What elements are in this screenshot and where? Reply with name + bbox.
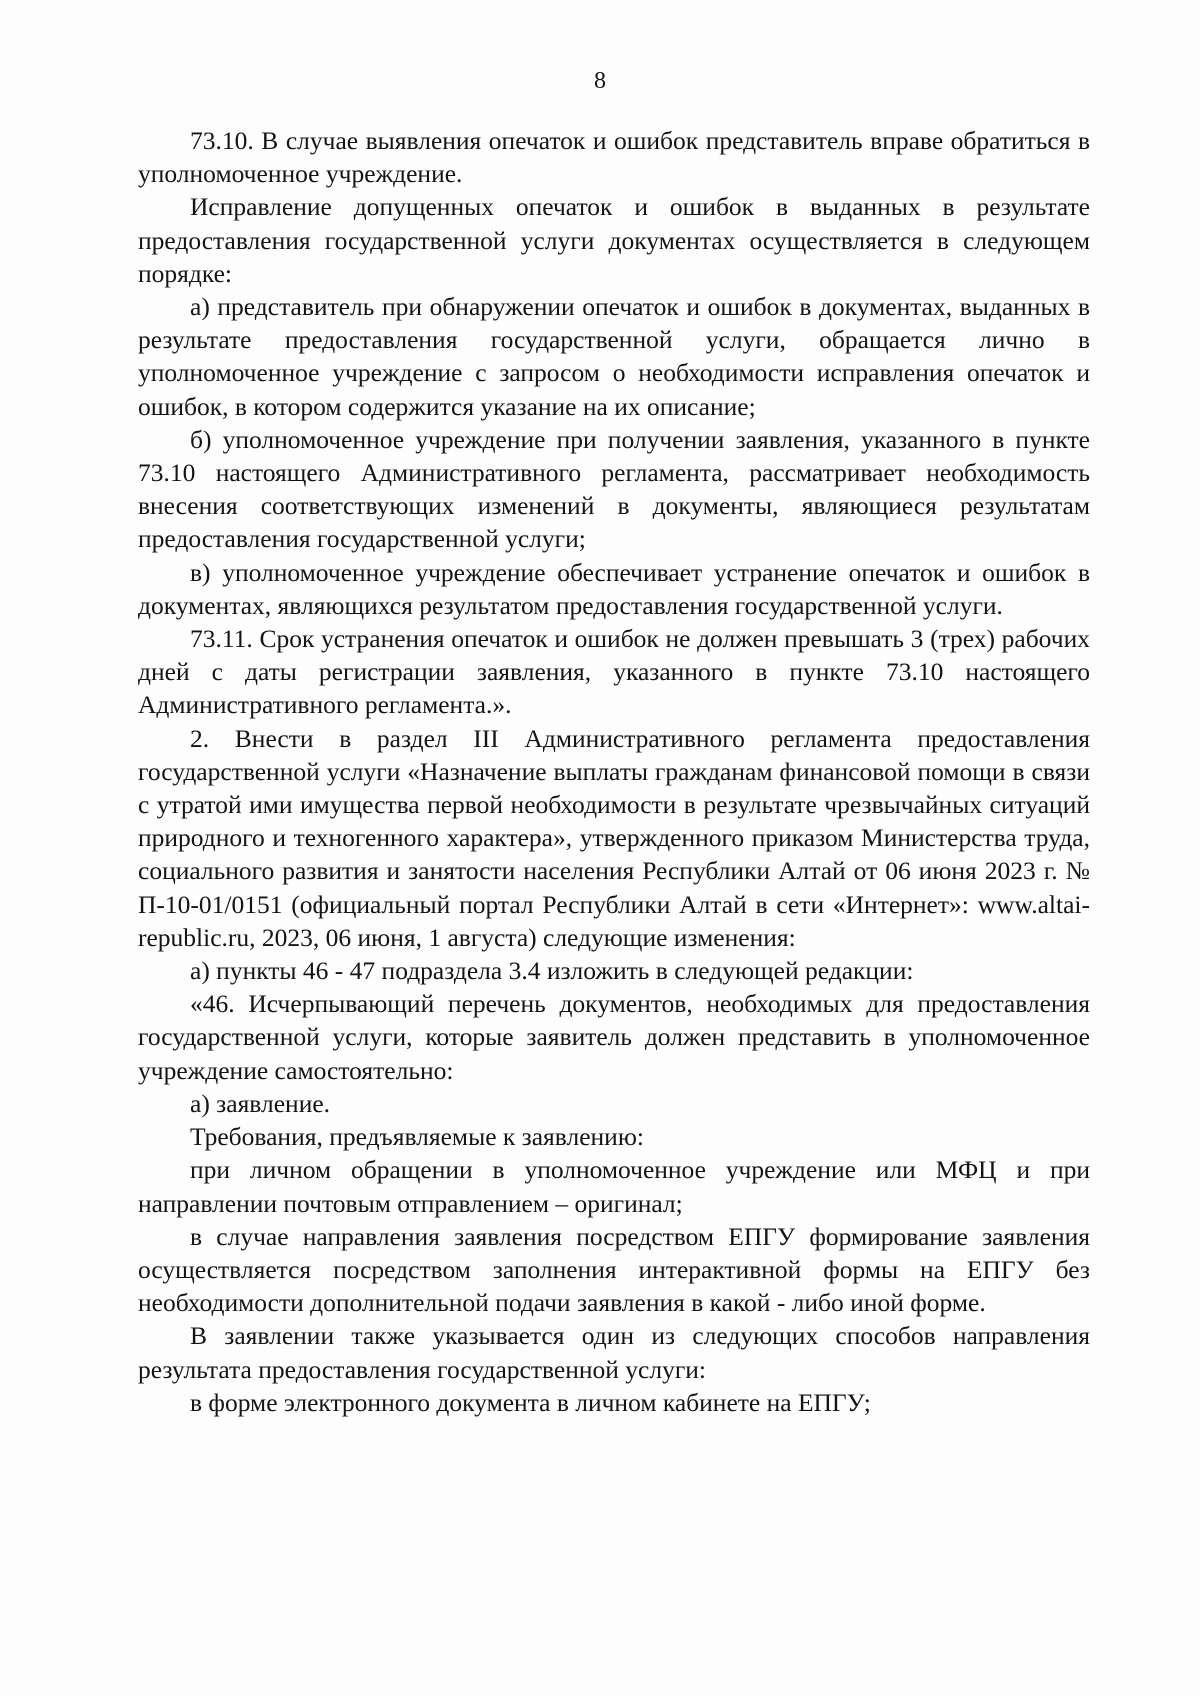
paragraph-application: а) заявление. <box>190 1088 331 1118</box>
paragraph-electronic-document: в форме электронного документа в личном кабинете на ЕПГУ; <box>190 1387 871 1417</box>
paragraph-result-method: В заявлении также указывается один из следующих способов направления результата предоставления государственной услуги: <box>138 1321 1090 1384</box>
document-body <box>138 124 1090 1419</box>
paragraph-item-v: в) уполномоченное учреждение обеспечивает устранение опечаток и ошибок в документах, являющихся результатом предоставления государственной услуги. <box>138 557 1090 620</box>
paragraph-personal-appeal: при личном обращении в уполномоченное учреждение или МФЦ и при направлении почтовым отправлением – оригинал; <box>138 1155 1090 1218</box>
paragraph-epgu-submission: в случае направления заявления посредством ЕПГУ формирование заявления осуществляется посредством заполнения интерактивной формы на ЕПГУ без необходимости дополнительной подачи заявления в какой - либо иной форме. <box>138 1221 1090 1318</box>
paragraph-correction-procedure: Исправление допущенных опечаток и ошибок в выданных в результате предоставления государственной услуги документах осуществляется в следующем порядке: <box>138 192 1090 288</box>
page-number: 8 <box>594 68 606 94</box>
paragraph-73-10: 73.10. В случае выявления опечаток и ошибок представитель вправе обратиться в уполномоченное учреждение. <box>138 126 1090 189</box>
paragraph-requirements: Требования, предъявляемые к заявлению: <box>190 1122 644 1152</box>
paragraph-item-b: б) уполномоченное учреждение при получении заявления, указанного в пункте 73.10 настоящего Административного регламента, рассматривает необходимость внесения соответствующих изменений в документы, являющиеся результатам предоставления государственной услуги; <box>138 424 1090 554</box>
paragraph-73-11: 73.11. Срок устранения опечаток и ошибок не должен превышать 3 (трех) рабочих дней с даты регистрации заявления, указанного в пункте 73.10 настоящего Административного регламента.». <box>138 624 1090 720</box>
paragraph-points-46-47: а) пункты 46 - 47 подраздела 3.4 изложить в следующей редакции: <box>190 956 914 986</box>
paragraph-section-2: 2. Внести в раздел III Административного регламента предоставления государственной услуги «Назначение выплаты гражданам финансовой помощи в связи с утратой ими имущества первой необходимости в результате чрезвычайных ситуаций природного и техногенного характера», утвержденного приказом Министерства труда, социального развития и занятости населения Республики Алтай от 06 июня 2023 г. № П-10-01/0151 (официальный портал Республики Алтай в сети «Интернет»: www.altai-republic.ru, 2023, 06 июня, 1 августа) следующие изменения: <box>138 723 1090 952</box>
paragraph-46: «46. Исчерпывающий перечень документов, необходимых для предоставления государственной услуги, которые заявитель должен представить в уполномоченное учреждение самостоятельно: <box>138 989 1090 1085</box>
paragraph-item-a: а) представитель при обнаружении опечаток и ошибок в документах, выданных в результате предоставления государственной услуги, обращается лично в уполномоченное учреждение с запросом о необходимости исправления опечаток и ошибок, в котором содержится указание на их описание; <box>138 292 1090 421</box>
